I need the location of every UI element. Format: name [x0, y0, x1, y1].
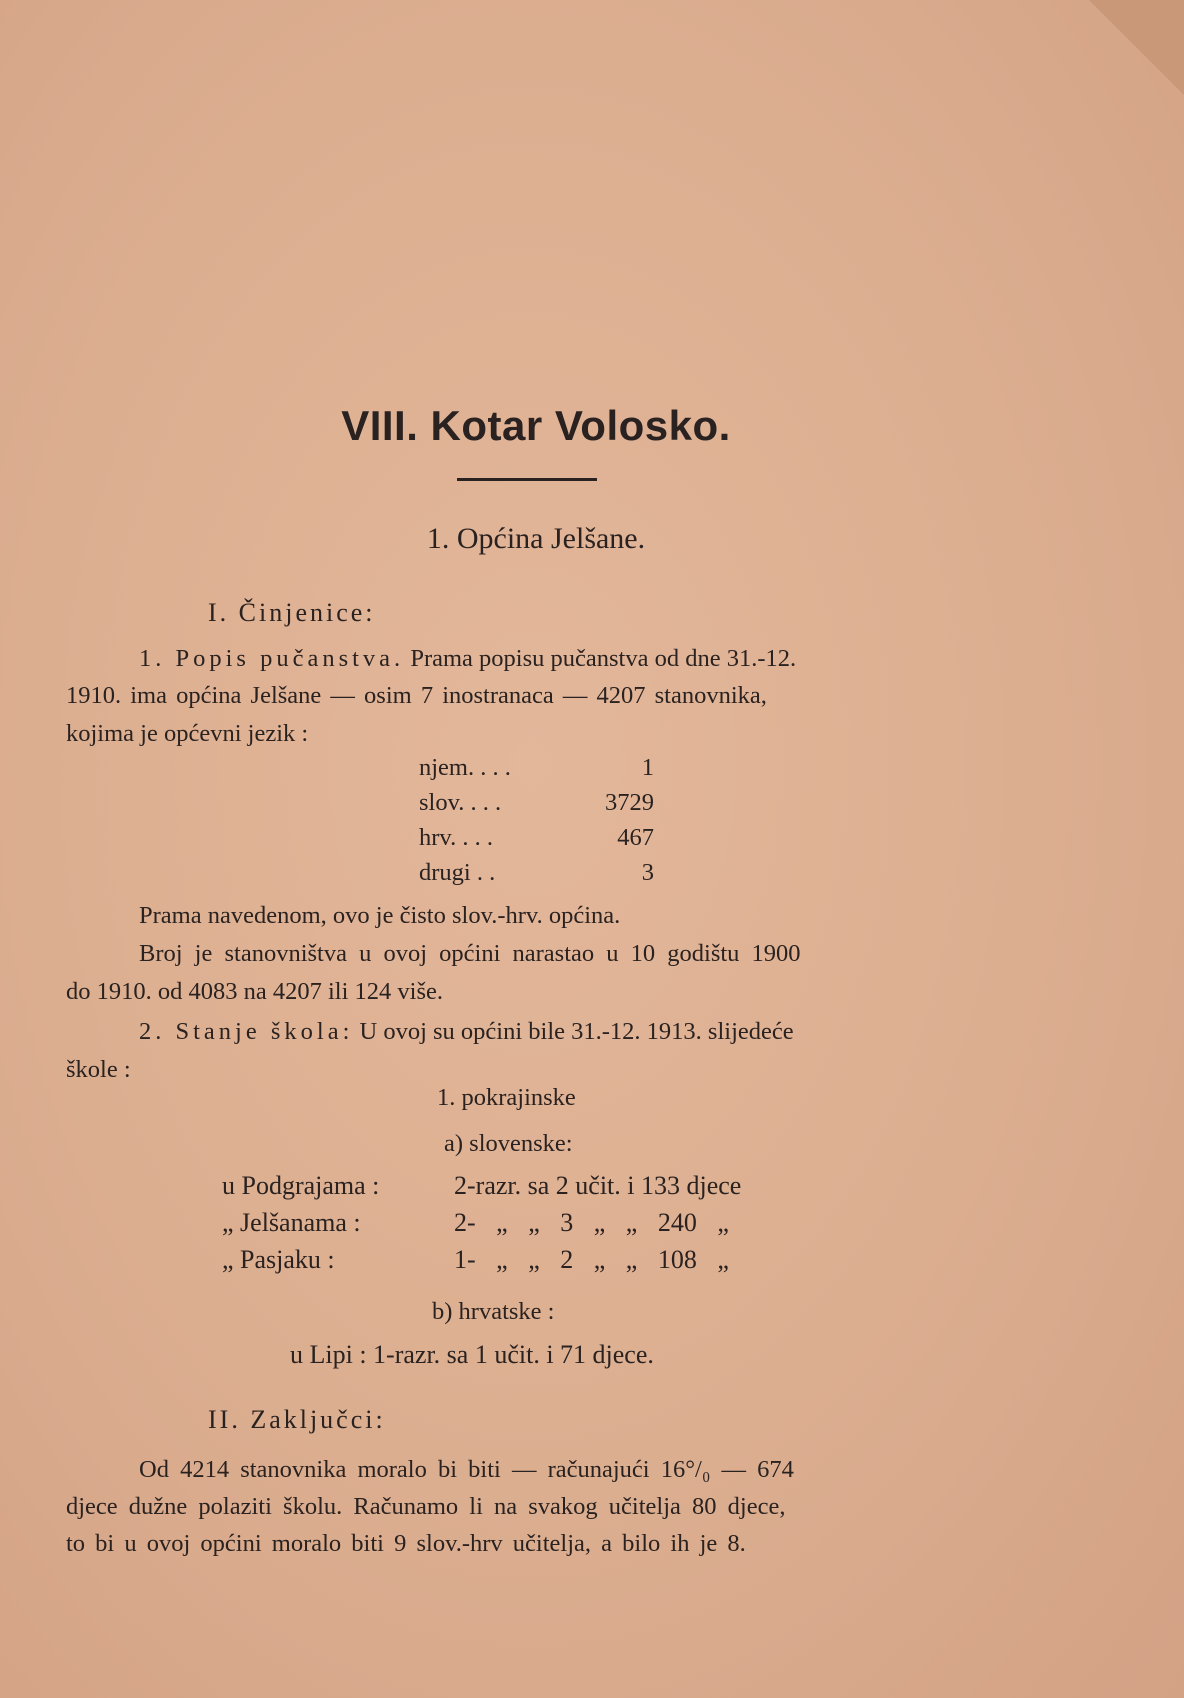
- schools-label: 2. Stanje škola:: [139, 1018, 354, 1045]
- census-label: 1. Popis pučanstva.: [139, 645, 405, 672]
- conclusions-line-3: to bi u ovoj općini moralo biti 9 slov.-hrv učitelja, a bilo ih je 8.: [66, 1530, 746, 1557]
- folded-corner: [1089, 0, 1184, 95]
- school-place: „ Jelšanama :: [222, 1208, 361, 1237]
- language-row: [419, 789, 654, 817]
- conclusion-line-3: do 1910. od 4083 na 4207 ili 124 više.: [66, 978, 444, 1005]
- language-count: 1: [641, 754, 654, 781]
- school-place: u Podgrajama :: [222, 1171, 380, 1200]
- conclusion-line-2: Broj je stanovništva u ovoj općini narastao u 10 godištu 1900: [139, 940, 801, 967]
- language-name: drugi . .: [419, 859, 496, 886]
- language-count: 467: [617, 824, 654, 851]
- conclusion-line-1: Prama navedenom, ovo je čisto slov.-hrv. općina.: [139, 902, 621, 929]
- census-line-1: [139, 645, 796, 673]
- conclusions-line-2: djece dužne polaziti školu. Računamo li na svakog učitelja 80 djece,: [66, 1493, 786, 1520]
- schools-line-1: [139, 1018, 794, 1046]
- school-row: [222, 1245, 729, 1275]
- census-text-1: Prama popisu pučanstva od dne 31.-12.: [410, 645, 797, 672]
- schools-text: U ovoj su općini bile 31.-12. 1913. slijedeće: [359, 1018, 794, 1045]
- school-description: 2- „ „ 3 „ „ 240 „: [454, 1208, 729, 1237]
- school-row: [222, 1171, 741, 1201]
- municipality-title: 1. Općina Jelšane.: [426, 522, 646, 555]
- language-name: hrv. . . .: [419, 824, 493, 851]
- conclusions-line-1: Od 4214 stanovnika moralo bi biti — računajući 16°/₀ — 674: [139, 1456, 794, 1483]
- school-row: [222, 1208, 729, 1238]
- school-row-lipa: u Lipi : 1-razr. sa 1 učit. i 71 djece.: [290, 1340, 654, 1369]
- provincial-schools-heading: 1. pokrajinske: [437, 1084, 576, 1111]
- census-line-2: 1910. ima općina Jelšane — osim 7 inostranaca — 4207 stanovnika,: [66, 682, 767, 709]
- school-description: 1- „ „ 2 „ „ 108 „: [454, 1245, 729, 1274]
- title-rule: [457, 478, 597, 481]
- language-name: njem. . . .: [419, 754, 511, 781]
- language-name: slov. . . .: [419, 789, 502, 816]
- section-facts-title: I. Činjenice:: [208, 598, 376, 627]
- croatian-schools-heading: b) hrvatske :: [432, 1298, 555, 1325]
- school-place: „ Pasjaku :: [222, 1245, 335, 1274]
- schools-line-2: škole :: [66, 1056, 131, 1083]
- school-description: 2-razr. sa 2 učit. i 133 djece: [454, 1171, 742, 1200]
- language-row: [419, 859, 654, 887]
- language-row: [419, 824, 654, 852]
- census-line-3: kojima je općevni jezik :: [66, 720, 309, 747]
- section-conclusions-title: II. Zaključci:: [208, 1405, 386, 1434]
- slovene-schools-heading: a) slovenske:: [444, 1130, 573, 1157]
- language-count: 3729: [605, 789, 654, 816]
- language-row: [419, 754, 654, 782]
- language-count: 3: [641, 859, 654, 886]
- chapter-title: VIII. Kotar Volosko.: [341, 402, 731, 449]
